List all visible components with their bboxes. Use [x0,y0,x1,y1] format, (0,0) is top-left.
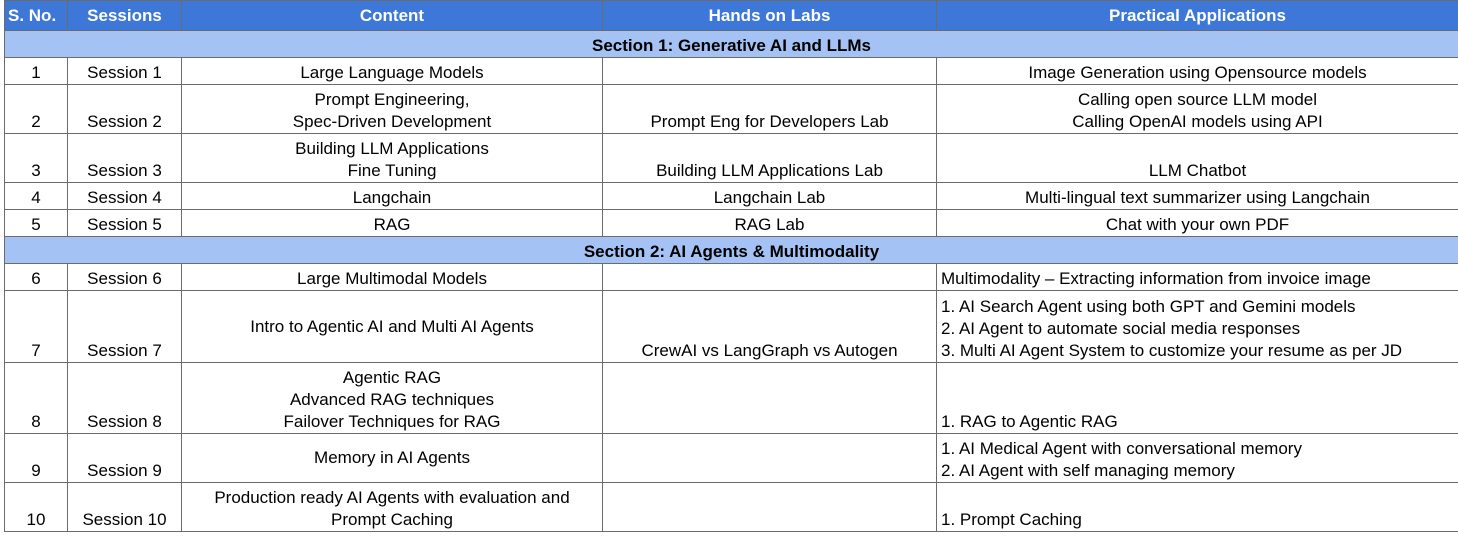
row-content [182,134,603,183]
row-number: 6 [5,264,68,291]
row-content [182,85,603,134]
row-content [182,291,603,363]
content-line: Advanced RAG techniques [289,390,495,409]
content-line: RAG [373,215,411,234]
row-lab [603,434,937,483]
app-line: Calling OpenAI models using API [1072,112,1323,131]
content-line: Large Multimodal Models [297,269,487,288]
row-lab [603,483,937,532]
table-row [5,434,1458,483]
row-session: Session 2 [68,85,182,134]
row-session: Session 5 [68,210,182,237]
content-line: Spec-Driven Development [292,112,492,131]
row-apps [937,483,1458,532]
app-line: LLM Chatbot [1148,161,1247,180]
row-apps [937,183,1458,210]
table-row [5,58,1458,85]
row-lab [603,58,937,85]
content-line: Prompt Caching [331,510,453,529]
row-apps [937,85,1458,134]
content-line: Intro to Agentic AI and Multi AI Agents [250,316,534,336]
row-number: 3 [5,134,68,183]
row-lab [603,363,937,434]
app-line: 3. Multi AI Agent System to customize your resume as per JD [941,341,1403,360]
row-number: 7 [5,291,68,363]
app-line: Calling open source LLM model [1077,90,1318,109]
row-lab: Building LLM Applications Lab [603,134,937,183]
content-line: Building LLM Applications [295,139,489,158]
table-row [5,210,1458,237]
section-row [5,31,1458,58]
app-line: Multi-lingual text summarizer using Langchain [1025,188,1370,207]
content-line: Large Language Models [300,63,484,82]
content-line: Agentic RAG [342,368,442,387]
row-number: 4 [5,183,68,210]
row-session: Session 4 [68,183,182,210]
app-line: 1. Prompt Caching [941,510,1082,529]
app-line: Chat with your own PDF [1105,215,1290,234]
content-line: Failover Techniques for RAG [283,412,501,431]
section-row [5,237,1458,264]
row-session: Session 6 [68,264,182,291]
row-session: Session 9 [68,434,182,483]
app-line: 1. RAG to Agentic RAG [941,412,1118,431]
app-line: Image Generation using Opensource models [1028,63,1367,82]
row-apps [937,134,1458,183]
row-content [182,363,603,434]
app-line: 2. AI Agent to automate social media responses [941,319,1301,338]
content-line: Prompt Engineering, [314,90,470,109]
header-apps: Practical Applications [937,1,1458,31]
row-lab [603,264,937,291]
section-title: Section 1: Generative AI and LLMs [5,31,1458,58]
content-line: Fine Tuning [347,161,437,180]
row-apps [937,264,1458,291]
row-apps [937,210,1458,237]
app-line: 1. AI Search Agent using both GPT and Gemini models [941,297,1356,316]
row-session: Session 7 [68,291,182,363]
row-lab: RAG Lab [603,210,937,237]
row-lab: CrewAI vs LangGraph vs Autogen [603,291,937,363]
row-number: 2 [5,85,68,134]
section-title: Section 2: AI Agents & Multimodality [5,237,1458,264]
curriculum-table [4,0,1458,532]
row-number: 8 [5,363,68,434]
row-number: 9 [5,434,68,483]
row-apps [937,291,1458,363]
table-row [5,363,1458,434]
row-number: 10 [5,483,68,532]
row-session: Session 10 [68,483,182,532]
header-labs: Hands on Labs [603,1,937,31]
table-row [5,183,1458,210]
table-row [5,264,1458,291]
row-number: 5 [5,210,68,237]
row-number: 1 [5,58,68,85]
row-content [182,210,603,237]
table-row [5,483,1458,532]
app-line: 2. AI Agent with self managing memory [941,461,1235,480]
content-line: Langchain [352,188,432,207]
row-session: Session 8 [68,363,182,434]
content-line: Production ready AI Agents with evaluation and [214,488,570,507]
row-apps [937,363,1458,434]
table-row [5,291,1458,363]
header-sno: S. No. [5,1,68,31]
app-line: Multimodality – Extracting information from invoice image [941,269,1371,288]
row-lab: Prompt Eng for Developers Lab [603,85,937,134]
row-apps [937,58,1458,85]
row-content [182,58,603,85]
row-session: Session 3 [68,134,182,183]
row-session: Session 1 [68,58,182,85]
app-line: 1. AI Medical Agent with conversational memory [941,439,1302,458]
row-content [182,264,603,291]
row-content [182,434,603,483]
row-content [182,483,603,532]
row-apps [937,434,1458,483]
header-content: Content [182,1,603,31]
table-row [5,85,1458,134]
table-row [5,134,1458,183]
row-lab: Langchain Lab [603,183,937,210]
row-content [182,183,603,210]
header-sessions: Sessions [68,1,182,31]
content-line: Memory in AI Agents [314,448,470,467]
header-row [5,1,1458,31]
